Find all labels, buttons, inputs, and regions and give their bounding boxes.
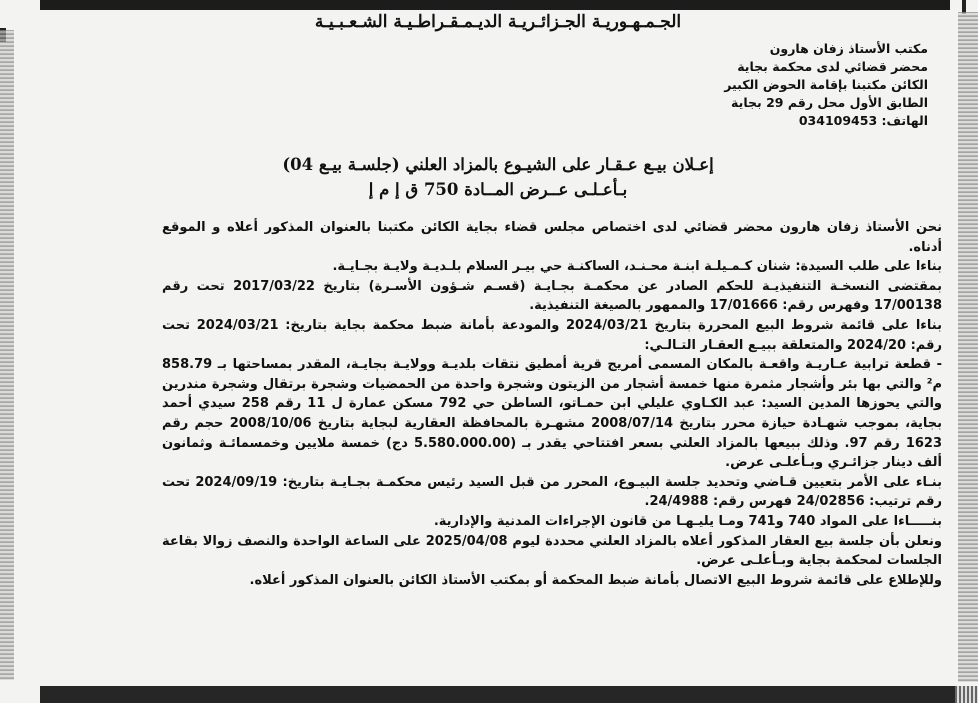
- announcement-title: [44, 152, 952, 202]
- body-paragraph-intro: نحن الأستاذ زفان هارون محضر قضائي لدى اختصاص مجلس قضاء بجاية الكائن مكتبنا بالعنوان المذكور أعلاه و الموقع أدناه.: [162, 220, 942, 255]
- republic-header: الجـمـهـوريـة الجـزائـريـة الديـمـقـراطـيـة الشـعـبـيـة: [314, 12, 682, 32]
- body-paragraph-law: بنـــــاءا على المواد 740 و741 ومـا يليـهـا من قانون الإجراءات المدنية والإدارية.: [433, 513, 942, 529]
- office-title: محضر قضائي لدى محكمة بجاية: [737, 59, 928, 74]
- scan-bottom-border: [40, 686, 955, 703]
- office-address-block: [724, 40, 928, 130]
- announcement-body: [162, 218, 942, 590]
- scan-bottom-edge: [955, 686, 978, 703]
- office-phone: الهاتف: 034109453: [798, 113, 928, 128]
- document-page: [44, 10, 952, 682]
- scan-left-edge: [0, 30, 14, 680]
- body-paragraph-order: بنـاء على الأمر بتعيين قـاضي وتحديد جلسة البيـوع، المحرر من قبل السيد رئيس محكمـة بجـايـة بتاريخ: 2024/09/19 تحت رقم ترتيب: 24/02856 فهرس رقم: 24/4988.: [162, 474, 942, 510]
- announcement-line-1: إعـلان بيـع عـقـار على الشيـوع بالمزاد العلني (جلسـة بيـع 04): [282, 155, 714, 174]
- scan-top-border: [40, 0, 950, 10]
- body-paragraph-property: - قطعة ترابية عـاريـة واقعـة بالمكان المسمى أمريج قرية أمطيق نتقات بلديـة وولايـة بجايـة، المقدر بمساحتها بـ 858.79 م² والتي بها بئر وأشجار مثمرة منها خمسة أشجار من الزيتون وشجرة واحدة من الحمضيات وشجرة برتقال وشجرة مندرين والتي يحوزها المدين السيد: عبد الكـاوي عليلي ابن حمـاتو، الساطن حي 792 مسكن عمارة ل 11 رقم 258 سيدي أحمد بجاية، بموجب شهـادة حيازة محرر بتاريخ 2008/07/14 مشهـرة بالمحافظة العقارية لبجاية بتاريخ 2008/10/06 حجم رقم 1623 رقم 97. وذلك ببيعها بالمزاد العلني بسعر افتتاحي يقدر بـ (5.580.000.00 دج) خمسة ملايين وخمسمائـة وثمانون ألف دينار جزائـري وبـأعلـى عرض.: [162, 357, 943, 471]
- office-floor: الطابق الأول محل رقم 29 بجاية: [731, 95, 928, 110]
- office-name: مكتب الأستاذ زفان هارون: [769, 41, 928, 56]
- body-paragraph-conditions: بناءا على قائمة شروط البيع المحررة بتاريخ 2024/03/21 والمودعة بأمانة ضبط محكمة بجاية بتاريخ: 2024/03/21 تحت رقم: 2024/20 والمتعلقة ببيـع العقـار التـالـي:: [162, 317, 942, 353]
- body-paragraph-judgment: بمقتضى النسخـة التنفيذيـة للحكم الصادر عن محكمـة بجـايـة (قسـم شـؤون الأسـرة) بتاريخ 2017/03/22 تحت رقم 17/00138 وفهرس رقم: 17/01666 والممهور بالصيغة التنفيذية.: [162, 278, 942, 314]
- scan-right-edge: [958, 12, 978, 682]
- body-paragraph-request: بناءا على طلب السيدة: شنان كـمـيلـة ابنـة محـنـد، الساكنـة حي بيـر السلام بلـديـة ولايـة بجـايـة.: [332, 259, 942, 275]
- office-address: الكائن مكتبنا بإقامة الحوض الكبير: [724, 77, 928, 92]
- announcement-line-2: بـأعـلـى عــرض المــادة 750 ق إ م إ: [368, 180, 628, 199]
- body-paragraph-contact: وللإطلاع على قائمة شروط البيع الاتصال بأمانة ضبط المحكمة أو بمكتب الأستاذ الكائن بالعنوان المذكور أعلاه.: [249, 572, 942, 588]
- body-paragraph-session: ونعلن بأن جلسة بيع العقار المذكور أعلاه بالمزاد العلني محددة ليوم 2025/04/08 على الساعة الواحدة والنصف زوالا بقاعة الجلسات لمحكمة بجاية وبـأعلـى عرض.: [162, 533, 942, 569]
